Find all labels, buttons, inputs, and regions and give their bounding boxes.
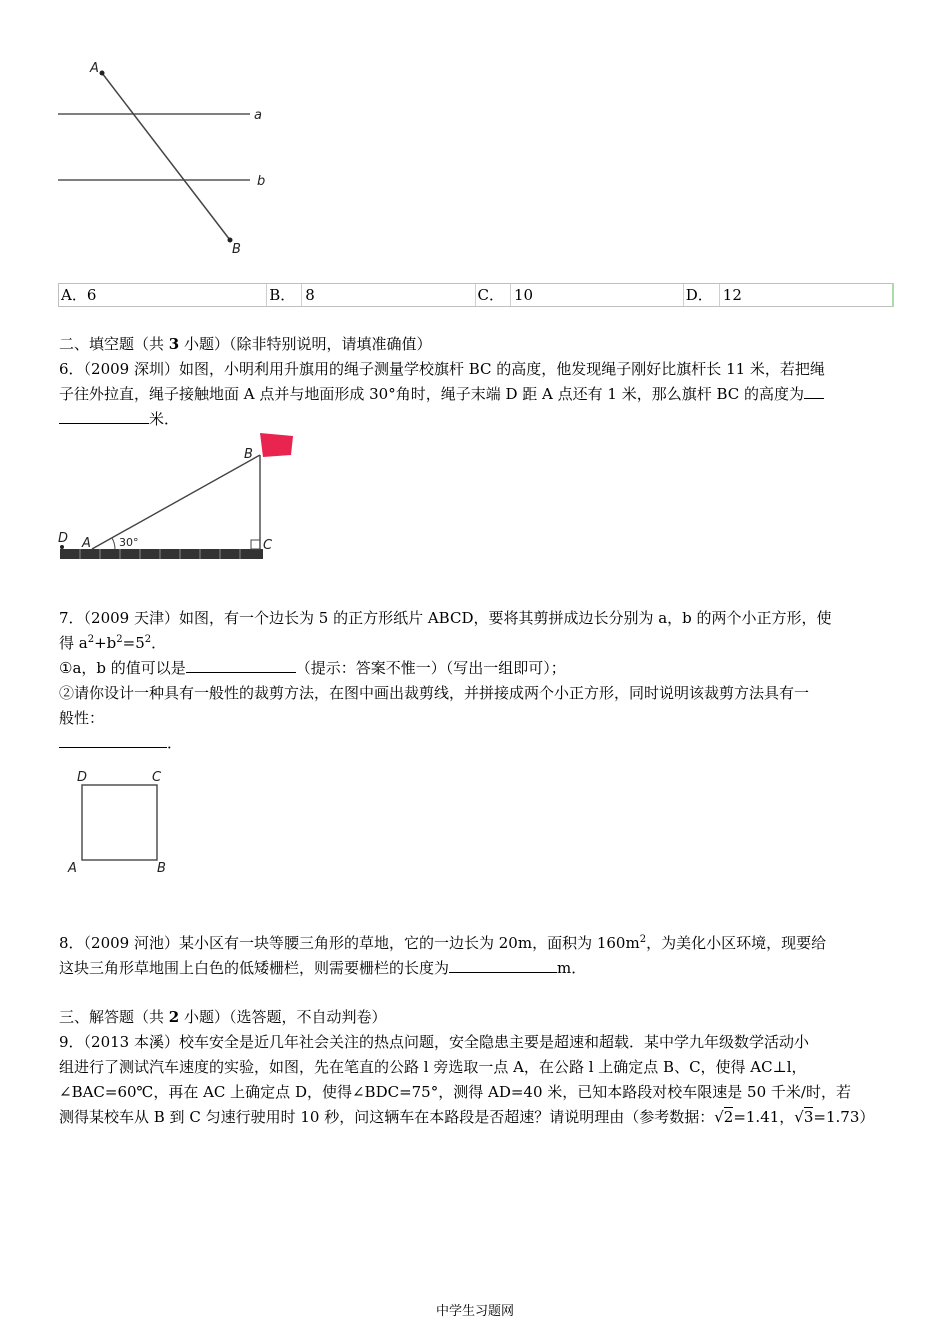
q7-blank-1[interactable] [186,658,296,673]
label-C: C [263,538,273,553]
option-c[interactable]: C． 10 [476,284,684,306]
label-D: D [58,531,69,546]
section3-heading: 三、解答题（共 2 小题）（选答题，不自动判卷） [59,1008,387,1026]
segment-ab [102,73,230,240]
label-B: B [232,242,241,257]
options-table [58,283,894,307]
q6-blank-b[interactable] [59,409,149,424]
label-A: A [82,536,91,551]
rope-ab [92,455,260,549]
q9-line3: ∠BAC=60℃，再在 AC 上确定点 D，使得∠BDC=75°，测得 AD=40 米，已知本路段对校车限速是 50 千米/时，若 [59,1083,851,1101]
q8-line1: 8．（2009 河池）某小区有一块等腰三角形的草地，它的一边长为 20m，面积为 $160m^2$，为美化小区环境，现要给 [59,934,827,952]
label-A: A [90,61,99,76]
q9-line2: 组进行了测试汽车速度的实验，如图，先在笔直的公路 l 旁选取一点 A，在公路 l 上确定点 B、C，使得 AC⊥l， [59,1058,807,1076]
q6-line1: 6．（2009 深圳）如图，小明利用升旗用的绳子测量学校旗杆 BC 的高度，他发现绳子刚好比旗杆长 11 米，若把绳 [59,360,825,378]
label-B: B [157,861,166,876]
q6-blank-a[interactable] [804,384,824,399]
label-a: a [254,108,262,123]
option-d[interactable]: D． 12 [685,286,742,304]
option-b[interactable]: B． 8 [267,284,475,306]
page-footer: 中学生习题网 [435,1304,514,1319]
label-B: B [244,447,253,462]
sqrt-icon: √ [794,1108,804,1126]
q7-part2-line1: ②请你设计一种具有一般性的裁剪方法，在图中画出裁剪线，并拼接成两个小正方形，同时说明该裁剪方法具有一 [59,684,810,702]
label-C: C [152,770,162,785]
label-D: D [77,770,88,785]
label-A: A [68,861,77,876]
option-a[interactable]: A． 6 [59,284,267,306]
figure-parallel-lines [50,55,280,265]
flag [260,433,293,457]
q7-line2: 得 $a^2+b^2=5^2$． [59,634,167,652]
q7-part1: ①a，b 的值可以是 （提示：答案不惟一）（写出一组即可）； [59,659,566,677]
q7-answer-line: ． [59,732,182,754]
q7-line1: 7．（2009 天津）如图，有一个边长为 5 的正方形纸片 ABCD，要将其剪拼成边长分别为 a，b 的两个小正方形，使 [59,609,832,627]
label-b: b [257,174,266,189]
square-abcd [82,785,157,860]
q7-blank-2[interactable] [59,733,167,748]
point-a [100,71,105,76]
q8-line2: 这块三角形草地围上白色的低矮栅栏，则需要栅栏的长度为 m． [59,959,587,977]
q9-line1: 9．（2013 本溪）校车安全是近几年社会关注的热点问题，安全隐患主要是超速和超载．某中学九年级数学活动小 [59,1033,809,1051]
q6-line2: 子往外拉直，绳子接触地面 A 点并与地面形成 30°角时，绳子末端 D 距 A 点还有 1 米，那么旗杆 BC 的高度为 [59,383,824,405]
angle-arc [112,538,115,549]
q9-line4: 测得某校车从 B 到 C 匀速行驶用时 10 秒，问这辆车在本路段是否超速？请说明理由（参考数据：√2=1.41，√3=1.73） [59,1108,875,1126]
label-angle: 30° [119,536,139,549]
sqrt-icon: √ [714,1108,724,1126]
figure-flagpole [55,430,305,565]
q6-line3: 米． [59,408,179,430]
right-angle-mark [251,540,260,549]
figure-square [60,765,180,880]
q8-blank[interactable] [449,958,557,973]
q7-part2-line2: 般性： [59,709,105,727]
section2-heading: 二、填空题（共 3 小题）（除非特别说明，请填准确值） [59,335,432,353]
